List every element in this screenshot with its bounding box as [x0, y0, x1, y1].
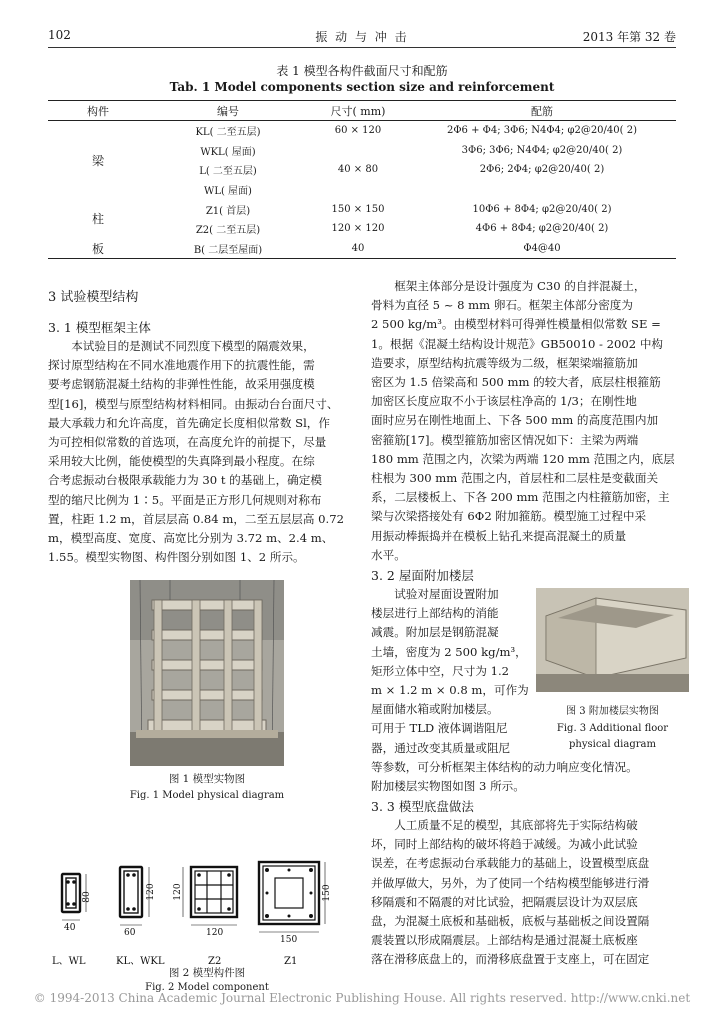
table-header: 配筋	[408, 101, 676, 121]
text-line: 采用较大比例，能使模型的失真降到最小程度。在综	[48, 454, 315, 469]
issue-label: 2013 年第 32 卷	[582, 30, 676, 44]
text-line: 震装置以形成隔震层。上部结构是通过混凝土底板座	[371, 933, 638, 948]
table-caption-cn: 表 1 模型各构件截面尺寸和配筋	[276, 64, 448, 78]
header-rule	[48, 47, 676, 48]
text-line: 等参数，可分析框架主体结构的动力响应变化情况。	[371, 760, 638, 774]
text-line: 框架主体部分是设计强度为 C30 的自拌混凝土，	[394, 279, 646, 293]
table-cell: 2Φ6; 2Φ4; φ2@20/40( 2)	[479, 164, 605, 176]
table-cell: KL( 二至五层)	[195, 127, 261, 139]
dim-label: 40	[64, 923, 76, 933]
additional-floor-illustration	[536, 588, 689, 692]
table-header: 构件	[48, 101, 148, 121]
text-line: 柱根为 300 mm 范围之内，首层柱和二层柱是变截面关	[371, 471, 659, 486]
table-cell: WL( 屋面)	[204, 186, 252, 198]
left-body-text	[48, 337, 352, 567]
figure-1-caption-cn: 图 1 模型实物图	[168, 773, 246, 785]
text-line: 本试验目的是测试不同烈度下模型的隔震效果，	[71, 339, 315, 353]
text-line: 并做厚做大，另外，为了使同一个结构模型能够进行滑	[371, 875, 650, 890]
text-line: 用振动棒振捣并在模板上钻孔来提高混凝土的质量	[371, 528, 627, 543]
text-line: 探讨原型结构在不同水准地震作用下的抗震性能，需	[48, 358, 315, 373]
text-line: 水平。	[371, 547, 406, 562]
table-row	[48, 239, 676, 259]
dim-label: 80	[82, 891, 92, 903]
table-header: 尺寸( mm)	[308, 101, 408, 121]
table-header-row	[48, 101, 676, 121]
component-label: KL、WKL	[116, 956, 165, 967]
text-line: 人工质量不足的模型，其底部将先于实际结构破	[394, 818, 638, 832]
section-3-1-heading: 3. 1 模型框架主体	[48, 320, 151, 335]
text-line: 土墙，密度为 2 500 kg/m³，	[371, 644, 527, 659]
text-line: 要考虑钢筋混凝土结构的非弹性性能，故采用强度模	[48, 377, 315, 392]
text-line: 造要求，原型结构抗震等级为二级，框架梁端箍筋加	[371, 355, 638, 370]
page-number: 102	[48, 28, 71, 42]
right-narrow-text	[371, 585, 529, 758]
table-header: 编号	[148, 101, 308, 121]
text-line: 密箍筋[17]。模型箍筋加密区情况如下：主梁为两端	[371, 432, 639, 447]
dim-label: 120	[146, 883, 156, 901]
text-line: 附加楼层实物图如图 3 所示。	[371, 779, 525, 794]
text-line: 1。根据《混凝土结构设计规范》GB50010 - 2002 中构	[371, 336, 664, 351]
dim-label: 150	[280, 935, 298, 945]
figure-1-caption-en: Fig. 1 Model physical diagram	[129, 790, 285, 801]
components-table	[48, 100, 676, 259]
table-cell: 60 × 120	[334, 125, 382, 137]
journal-title: 振 动 与 冲 击	[315, 30, 409, 44]
text-line: 屋面储水箱或附加楼层。	[371, 702, 499, 717]
figure-3-caption-en-2: physical diagram	[569, 739, 656, 750]
text-line: 器，通过改变其质量或阻尼	[371, 740, 511, 755]
text-line: 置，柱距 1.2 m，首层层高 0.84 m，二至五层层高 0.72	[48, 511, 344, 526]
table-cell: 40	[308, 239, 408, 259]
text-line: 梁与次梁搭接处有 6Φ2 附加箍筋。模型施工过程中采	[371, 509, 647, 524]
dim-label: 120	[173, 883, 183, 901]
table-row	[48, 121, 676, 141]
component-diagram	[50, 862, 330, 966]
dim-label: 150	[322, 884, 332, 902]
table-cell: 10Φ6 + 8Φ4; φ2@20/40( 2)	[472, 203, 612, 215]
model-photo	[130, 580, 284, 766]
table-row	[48, 199, 676, 219]
text-line: 可用于 TLD 液体调谐阻尼	[371, 721, 508, 736]
text-line: 骨料为直径 5 ~ 8 mm 卵石。框架主体部分密度为	[371, 298, 633, 313]
figure-3-caption-en-1: Fig. 3 Additional floor	[556, 723, 669, 734]
right-bottom-text	[371, 816, 676, 970]
text-line: 落在滑移底盘上的，而滑移底盘置于支座上，可在固定	[371, 952, 650, 967]
text-line: 2 500 kg/m³。由模型材料可得弹性模量相似常数 SE =	[371, 317, 661, 332]
right-mid-text	[371, 758, 676, 796]
table-cell	[408, 180, 676, 200]
table-cell: Z1( 首层)	[205, 205, 251, 217]
text-line: 型[16]，模型与原型结构材料相同。由振动台台面尺寸、	[48, 396, 339, 411]
copyright-footer: © 1994-2013 China Academic Journal Electronic Publishing House. All rights reserved. http://www.cnki.net	[33, 991, 691, 1005]
section-3-heading: 3 试验模型结构	[48, 290, 139, 305]
figure-3-caption-cn: 图 3 附加楼层实物图	[566, 706, 659, 717]
section-3-3-heading: 3. 3 模型底盘做法	[371, 799, 474, 814]
category-cell: 梁	[91, 153, 104, 168]
text-line: 1.55。模型实物图、构件图分别如图 1、2 所示。	[48, 550, 305, 565]
table-cell: 2Φ6 + Φ4; 3Φ6; N4Φ4; φ2@20/40( 2)	[447, 125, 637, 137]
text-line: 误差，在考虑振动台承载能力的基础上，设置模型底盘	[371, 856, 650, 871]
text-line: 合考虑振动台极限承载能力为 30 t 的基础上，确定模	[48, 473, 322, 488]
table-cell: 3Φ6; 3Φ6; N4Φ4; φ2@20/40( 2)	[461, 144, 623, 156]
figure-2-caption-cn: 图 2 模型构件图	[168, 967, 246, 979]
text-line: 矩形立体中空，尺寸为 1.2	[371, 663, 510, 678]
table-cell: 120 × 120	[331, 223, 385, 235]
component-label: Z1	[284, 956, 298, 967]
text-line: 180 mm 范围之内，次梁为两端 120 mm 范围之内，底层	[371, 451, 675, 466]
category-cell: 柱	[91, 212, 104, 227]
component-label: L、WL	[52, 956, 86, 967]
dim-label: 60	[124, 928, 136, 938]
right-body-text	[371, 277, 676, 565]
additional-floor-photo	[536, 588, 689, 692]
component-label: Z2	[208, 956, 222, 967]
table-cell: Z2( 二至五层)	[195, 225, 261, 237]
building-model-illustration	[130, 580, 284, 766]
table-cell	[308, 180, 408, 200]
text-line: m × 1.2 m × 0.8 m，可作为	[371, 683, 529, 698]
text-line: 最大承载力和允许高度，首先确定长度相似常数 Sl，作	[48, 415, 330, 430]
text-line: 面时应另在刚性地面上、下各 500 mm 的高度范围内加	[371, 413, 659, 428]
text-line: 盘，为混凝土底板和基础板，底板与基础板之间设置隔	[371, 914, 650, 929]
text-line: 为可控相似常数的首选项，在高度允许的前提下，尽量	[48, 435, 327, 450]
text-line: 型的缩尺比例为 1∶5。平面是正方形几何规则对称布	[48, 492, 322, 507]
text-line: 移隔震和不隔震的对比试验，把隔震层设计为双层底	[371, 894, 638, 909]
section-3-2-heading: 3. 2 屋面附加楼层	[371, 568, 474, 583]
text-line: 加密区长度应取不小于该层柱净高的 1/3；在刚性地	[371, 394, 637, 409]
table-cell: L( 二至五层)	[199, 166, 257, 178]
table-cell: 150 × 150	[331, 203, 385, 215]
text-line: 试验对屋面设置附加	[394, 587, 499, 601]
text-line: 减震。附加层是钢筋混凝	[371, 625, 499, 640]
table-cell: WKL( 屋面)	[200, 146, 256, 158]
figure-2-caption-en: Fig. 2 Model component	[145, 982, 269, 993]
table-caption-en: Tab. 1 Model components section size and reinforcement	[169, 80, 555, 94]
category-cell: 板	[48, 239, 148, 259]
text-line: m，模型高度、宽度、高宽比分别为 3.72 m、2.4 m、	[48, 531, 334, 546]
table-cell: Φ4@40	[408, 239, 676, 259]
table-cell: 4Φ6 + 8Φ4; φ2@20/40( 2)	[475, 223, 609, 235]
text-line: 系，二层楼板上、下各 200 mm 范围之内柱箍筋加密，主	[371, 490, 670, 505]
text-line: 密区为 1.5 倍梁高和 500 mm 的较大者，底层柱根箍筋	[371, 375, 661, 390]
table-cell: 40 × 80	[337, 164, 379, 176]
dim-label: 120	[206, 928, 224, 938]
table-cell	[308, 141, 408, 161]
text-line: 楼层进行上部结构的消能	[371, 606, 499, 621]
text-line: 坏，同时上部结构的破坏将趋于减缓。为减小此试验	[371, 837, 638, 852]
table-cell: B( 二层至屋面)	[148, 239, 308, 259]
